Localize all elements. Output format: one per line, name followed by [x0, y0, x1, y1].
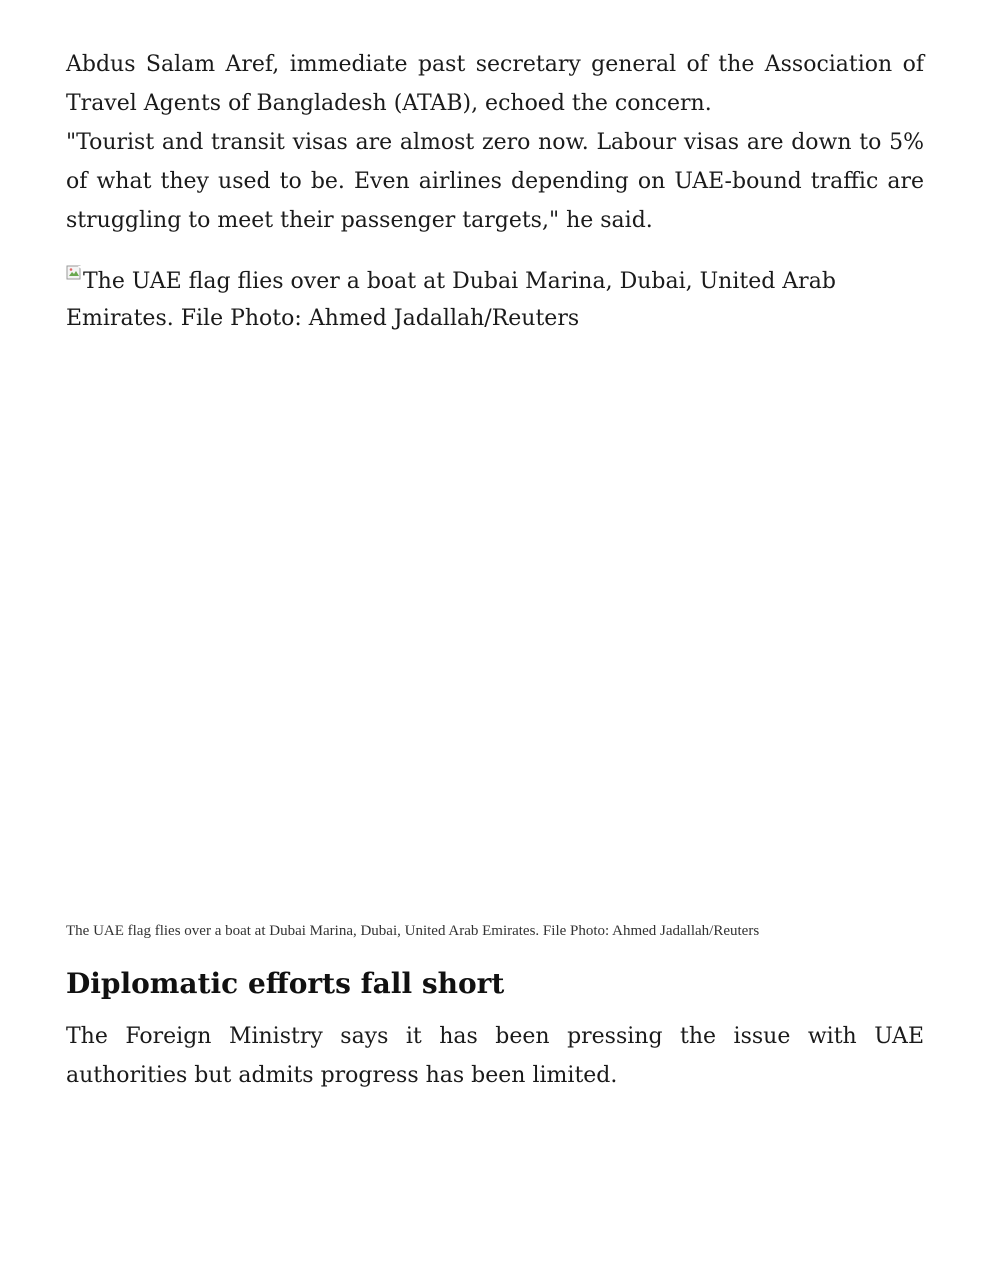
image-caption: The UAE flag flies over a boat at Dubai Marina, Dubai, United Arab Emirates. File Photo: Ahmed Jadallah/Reuters — [66, 923, 760, 939]
image-alt-text: The UAE flag flies over a boat at Dubai Marina, Dubai, United Arab Emirates. File Photo: Ahmed Jadallah/Reuters — [66, 269, 836, 331]
broken-image-icon — [66, 256, 82, 272]
article-paragraph: The Foreign Ministry says it has been pressing the issue with UAE authorities but admits progress has been limited. — [66, 1024, 924, 1088]
article-paragraph: Abdus Salam Aref, immediate past secretary general of the Association of Travel Agents of Bangladesh (ATAB), echoed the concern. — [66, 52, 924, 116]
article-figure — [66, 262, 924, 902]
broken-image — [66, 262, 924, 337]
section-heading: Diplomatic efforts fall short — [66, 967, 505, 1000]
article-quote-paragraph: "Tourist and transit visas are almost zero now. Labour visas are down to 5% of what they used to be. Even airlines depending on UAE-bound traffic are struggling to meet their passenger targets," he said. — [66, 130, 924, 233]
